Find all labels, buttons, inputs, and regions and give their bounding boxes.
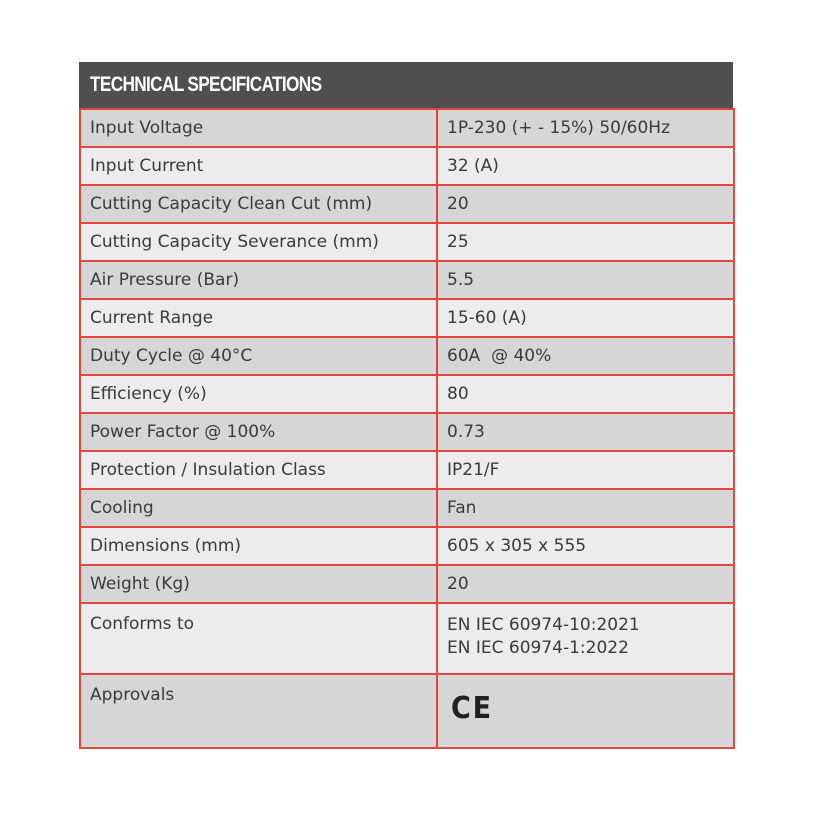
spec-label: Cutting Capacity Clean Cut (mm) bbox=[80, 185, 437, 223]
spec-value: Fan bbox=[437, 489, 734, 527]
table-row bbox=[80, 565, 734, 603]
table-row bbox=[80, 299, 734, 337]
table-row bbox=[80, 413, 734, 451]
table-row bbox=[80, 337, 734, 375]
ce-mark-icon: CE bbox=[451, 691, 493, 726]
spec-label: Efficiency (%) bbox=[80, 375, 437, 413]
spec-label: Current Range bbox=[80, 299, 437, 337]
spec-value: 20 bbox=[437, 565, 734, 603]
header-title: TECHNICAL SPECIFICATIONS bbox=[90, 73, 322, 96]
spec-label: Air Pressure (Bar) bbox=[80, 261, 437, 299]
spec-label: Power Factor @ 100% bbox=[80, 413, 437, 451]
standard-line: EN IEC 60974-1:2022 bbox=[447, 638, 629, 658]
spec-label: Cutting Capacity Severance (mm) bbox=[80, 223, 437, 261]
table-row bbox=[80, 603, 734, 674]
table-row bbox=[80, 147, 734, 185]
table-row bbox=[80, 489, 734, 527]
spec-value bbox=[437, 674, 734, 748]
standard-line: EN IEC 60974-10:2021 bbox=[447, 615, 640, 635]
spec-value: 15-60 (A) bbox=[437, 299, 734, 337]
spec-value: 5.5 bbox=[437, 261, 734, 299]
spec-label: Dimensions (mm) bbox=[80, 527, 437, 565]
spec-label: Cooling bbox=[80, 489, 437, 527]
spec-value: IP21/F bbox=[437, 451, 734, 489]
table-row bbox=[80, 375, 734, 413]
table-row bbox=[80, 451, 734, 489]
spec-value: 80 bbox=[437, 375, 734, 413]
spec-value: 20 bbox=[437, 185, 734, 223]
spec-value: 32 (A) bbox=[437, 147, 734, 185]
spec-label: Duty Cycle @ 40°C bbox=[80, 337, 437, 375]
table-row bbox=[80, 261, 734, 299]
spec-label: Protection / Insulation Class bbox=[80, 451, 437, 489]
table-row bbox=[80, 185, 734, 223]
spec-label: Approvals bbox=[80, 674, 437, 748]
spec-value: 1P-230 (+ - 15%) 50/60Hz bbox=[437, 109, 734, 147]
specifications-table bbox=[79, 108, 735, 749]
spec-label: Input Current bbox=[80, 147, 437, 185]
spec-value bbox=[437, 603, 734, 674]
table-row bbox=[80, 223, 734, 261]
spec-label: Conforms to bbox=[80, 603, 437, 674]
spec-value: 25 bbox=[437, 223, 734, 261]
table-row bbox=[80, 674, 734, 748]
spec-value: 605 x 305 x 555 bbox=[437, 527, 734, 565]
header-bar bbox=[79, 62, 733, 108]
spec-value: 0.73 bbox=[437, 413, 734, 451]
table-row bbox=[80, 527, 734, 565]
spec-label: Weight (Kg) bbox=[80, 565, 437, 603]
table-row bbox=[80, 109, 734, 147]
spec-label: Input Voltage bbox=[80, 109, 437, 147]
spec-value: 60A @ 40% bbox=[437, 337, 734, 375]
spec-sheet bbox=[79, 62, 733, 749]
